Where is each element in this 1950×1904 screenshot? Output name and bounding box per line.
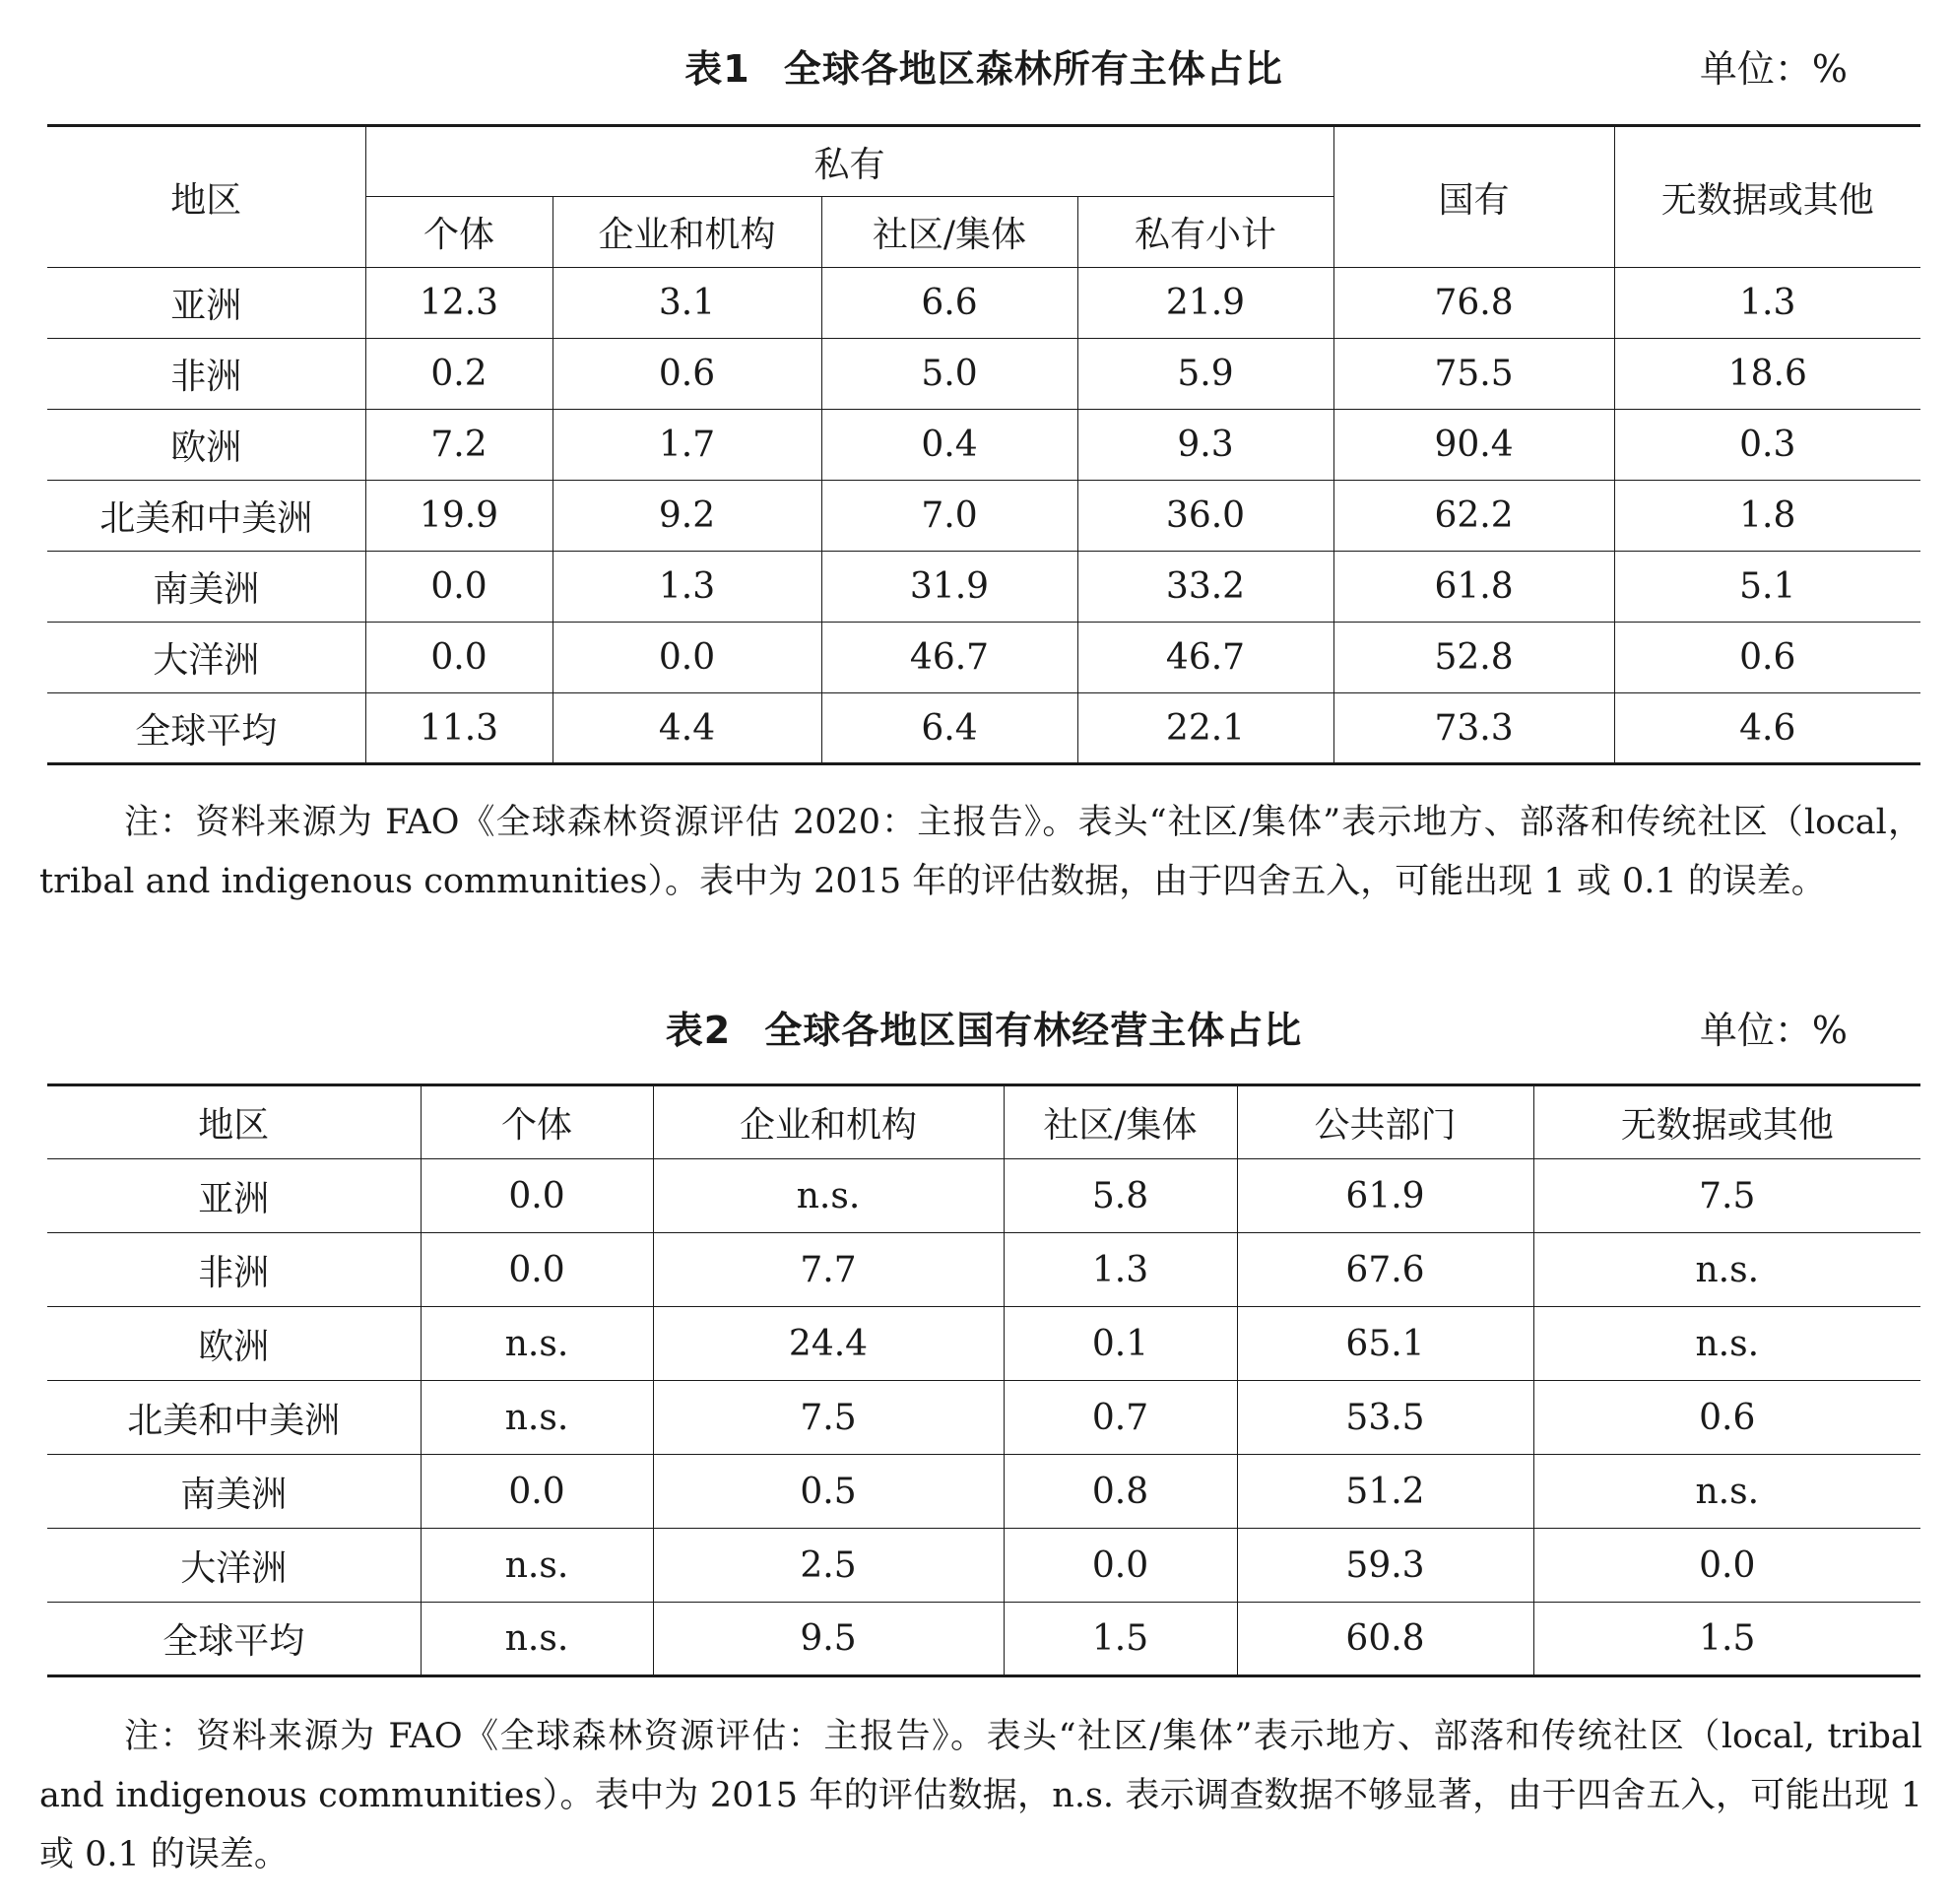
- table1-cell: 36.0: [1077, 481, 1333, 552]
- table-row: [47, 1455, 1920, 1529]
- table2-note: 注：资料来源为 FAO《全球森林资源评估：主报告》。表头“社区/集体”表示地方、部落和传统社区（local, tribal and indigenous communities）。表中为 2015 年的评估数据，n.s. 表示调查数据不够显著，由于四舍五入，可能出现 1 或 0.1 的误差。: [39, 1717, 1922, 1874]
- table2-cell: n.s.: [421, 1381, 653, 1455]
- table1-cell-region: 全球平均: [47, 693, 365, 764]
- table1-cell: 46.7: [821, 623, 1077, 693]
- table1-header-individual: 个体: [365, 197, 552, 268]
- table1-cell-region: 欧洲: [47, 410, 365, 481]
- table1-cell: 7.2: [365, 410, 552, 481]
- table1-cell: 5.1: [1614, 552, 1920, 623]
- table-row: [47, 410, 1920, 481]
- table1-cell: 73.3: [1333, 693, 1614, 764]
- table2-cell: n.s.: [1533, 1233, 1920, 1307]
- table-row: [47, 1159, 1920, 1233]
- table1-cell: 3.1: [552, 268, 821, 339]
- table1-cell-region: 非洲: [47, 339, 365, 410]
- table1-cell: 0.0: [365, 623, 552, 693]
- table1-title: [47, 39, 1920, 98]
- table1-cell: 5.9: [1077, 339, 1333, 410]
- table1-caption: [47, 39, 1920, 98]
- table1-cell: 9.3: [1077, 410, 1333, 481]
- table1-cell: 9.2: [552, 481, 821, 552]
- table1-header-enterprise: 企业和机构: [552, 197, 821, 268]
- table1-header-row-1: [47, 126, 1920, 197]
- table2-cell: 9.5: [653, 1603, 1004, 1676]
- table2-caption: [47, 1001, 1920, 1060]
- table1-cell: 61.8: [1333, 552, 1614, 623]
- table1-cell-region: 北美和中美洲: [47, 481, 365, 552]
- table1-cell: 90.4: [1333, 410, 1614, 481]
- table2-cell: 24.4: [653, 1307, 1004, 1381]
- table1-cell: 1.8: [1614, 481, 1920, 552]
- table2-cell: 0.0: [421, 1233, 653, 1307]
- table2-cell-region: 大洋洲: [47, 1529, 421, 1603]
- table-row: [47, 1307, 1920, 1381]
- table2-cell: 1.5: [1004, 1603, 1237, 1676]
- table2-cell: 1.3: [1004, 1233, 1237, 1307]
- table1-cell: 6.6: [821, 268, 1077, 339]
- table2-header-row: [47, 1085, 1920, 1159]
- table2-header-individual: 个体: [421, 1085, 653, 1159]
- table-row: [47, 693, 1920, 764]
- table2: [47, 1083, 1920, 1677]
- table1-cell: 46.7: [1077, 623, 1333, 693]
- table1-cell: 4.6: [1614, 693, 1920, 764]
- table-row: [47, 339, 1920, 410]
- table1-cell: 31.9: [821, 552, 1077, 623]
- table1-cell: 18.6: [1614, 339, 1920, 410]
- table2-cell-region: 全球平均: [47, 1603, 421, 1676]
- table2-title-text: 全球各地区国有林经营主体占比: [764, 1009, 1303, 1052]
- table2-cell: 0.0: [1533, 1529, 1920, 1603]
- table1-cell: 0.0: [552, 623, 821, 693]
- table1-cell: 0.2: [365, 339, 552, 410]
- table2-number: 表2: [665, 1009, 732, 1052]
- table2-cell: n.s.: [1533, 1455, 1920, 1529]
- table2-cell: 0.0: [421, 1455, 653, 1529]
- table2-cell: 7.7: [653, 1233, 1004, 1307]
- table1-cell: 11.3: [365, 693, 552, 764]
- table1-cell: 0.4: [821, 410, 1077, 481]
- table-row: [47, 1603, 1920, 1676]
- table1-cell: 5.0: [821, 339, 1077, 410]
- table1-cell: 1.3: [552, 552, 821, 623]
- table2-cell: 0.0: [1004, 1529, 1237, 1603]
- table2-cell: n.s.: [421, 1307, 653, 1381]
- table1-cell-region: 大洋洲: [47, 623, 365, 693]
- table2-cell: 59.3: [1237, 1529, 1533, 1603]
- table2-cell: n.s.: [1533, 1307, 1920, 1381]
- table1-cell: 75.5: [1333, 339, 1614, 410]
- table1-cell: 22.1: [1077, 693, 1333, 764]
- table2-header-enterprise: 企业和机构: [653, 1085, 1004, 1159]
- table1-unit: 单位：%: [1699, 47, 1848, 91]
- table2-cell: n.s.: [421, 1529, 653, 1603]
- table2-header-region: 地区: [47, 1085, 421, 1159]
- table-row: [47, 552, 1920, 623]
- table2-cell-region: 南美洲: [47, 1455, 421, 1529]
- table2-cell: n.s.: [653, 1159, 1004, 1233]
- table2-cell: 0.5: [653, 1455, 1004, 1529]
- table1-cell: 12.3: [365, 268, 552, 339]
- table1-cell: 0.6: [1614, 623, 1920, 693]
- table1-header-region: 地区: [47, 126, 365, 268]
- table2-cell: 0.8: [1004, 1455, 1237, 1529]
- table2-cell-region: 非洲: [47, 1233, 421, 1307]
- table2-cell: 65.1: [1237, 1307, 1533, 1381]
- table1-cell: 76.8: [1333, 268, 1614, 339]
- table1-header-private-subtotal: 私有小计: [1077, 197, 1333, 268]
- table2-cell: n.s.: [421, 1603, 653, 1676]
- table1-cell: 7.0: [821, 481, 1077, 552]
- table1-cell-region: 南美洲: [47, 552, 365, 623]
- table1-cell: 19.9: [365, 481, 552, 552]
- table2-cell: 0.6: [1533, 1381, 1920, 1455]
- table1-cell: 21.9: [1077, 268, 1333, 339]
- table2-cell-region: 欧洲: [47, 1307, 421, 1381]
- table2-cell: 7.5: [1533, 1159, 1920, 1233]
- table2-cell: 53.5: [1237, 1381, 1533, 1455]
- table-row: [47, 1233, 1920, 1307]
- table-row: [47, 1529, 1920, 1603]
- table1-header-other: 无数据或其他: [1614, 126, 1920, 268]
- table1-cell: 4.4: [552, 693, 821, 764]
- table2-header-other: 无数据或其他: [1533, 1085, 1920, 1159]
- table1-cell: 0.3: [1614, 410, 1920, 481]
- table2-header-community: 社区/集体: [1004, 1085, 1237, 1159]
- table1: [47, 124, 1920, 765]
- table2-cell: 0.7: [1004, 1381, 1237, 1455]
- table2-cell-region: 亚洲: [47, 1159, 421, 1233]
- table2-cell: 7.5: [653, 1381, 1004, 1455]
- table2-cell: 61.9: [1237, 1159, 1533, 1233]
- table1-cell: 1.7: [552, 410, 821, 481]
- table-row: [47, 1381, 1920, 1455]
- table1-cell-region: 亚洲: [47, 268, 365, 339]
- table2-header-public-sector: 公共部门: [1237, 1085, 1533, 1159]
- table2-cell: 5.8: [1004, 1159, 1237, 1233]
- table2-unit: 单位：%: [1699, 1009, 1848, 1052]
- table2-title: [47, 1001, 1920, 1060]
- table1-number: 表1: [684, 47, 750, 91]
- table1-note: 注：资料来源为 FAO《全球森林资源评估 2020：主报告》。表头“社区/集体”表示地方、部落和传统社区（local，tribal and indigenous communities）。表中为 2015 年的评估数据，由于四舍五入，可能出现 1 或 0.1 的误差。: [39, 803, 1922, 901]
- table1-cell: 1.3: [1614, 268, 1920, 339]
- table1-header-private: 私有: [365, 126, 1333, 197]
- table-row: [47, 623, 1920, 693]
- table2-cell: 1.5: [1533, 1603, 1920, 1676]
- table1-cell: 0.6: [552, 339, 821, 410]
- table2-cell: 0.1: [1004, 1307, 1237, 1381]
- table1-cell: 6.4: [821, 693, 1077, 764]
- table1-header-state: 国有: [1333, 126, 1614, 268]
- table1-cell: 0.0: [365, 552, 552, 623]
- table-row: [47, 268, 1920, 339]
- table1-cell: 52.8: [1333, 623, 1614, 693]
- table2-cell: 0.0: [421, 1159, 653, 1233]
- table1-header-community: 社区/集体: [821, 197, 1077, 268]
- table2-cell: 67.6: [1237, 1233, 1533, 1307]
- table-row: [47, 481, 1920, 552]
- table1-cell: 33.2: [1077, 552, 1333, 623]
- table2-cell: 2.5: [653, 1529, 1004, 1603]
- table1-title-text: 全球各地区森林所有主体占比: [783, 47, 1283, 91]
- table2-cell: 51.2: [1237, 1455, 1533, 1529]
- table2-cell: 60.8: [1237, 1603, 1533, 1676]
- table1-cell: 62.2: [1333, 481, 1614, 552]
- table2-cell-region: 北美和中美洲: [47, 1381, 421, 1455]
